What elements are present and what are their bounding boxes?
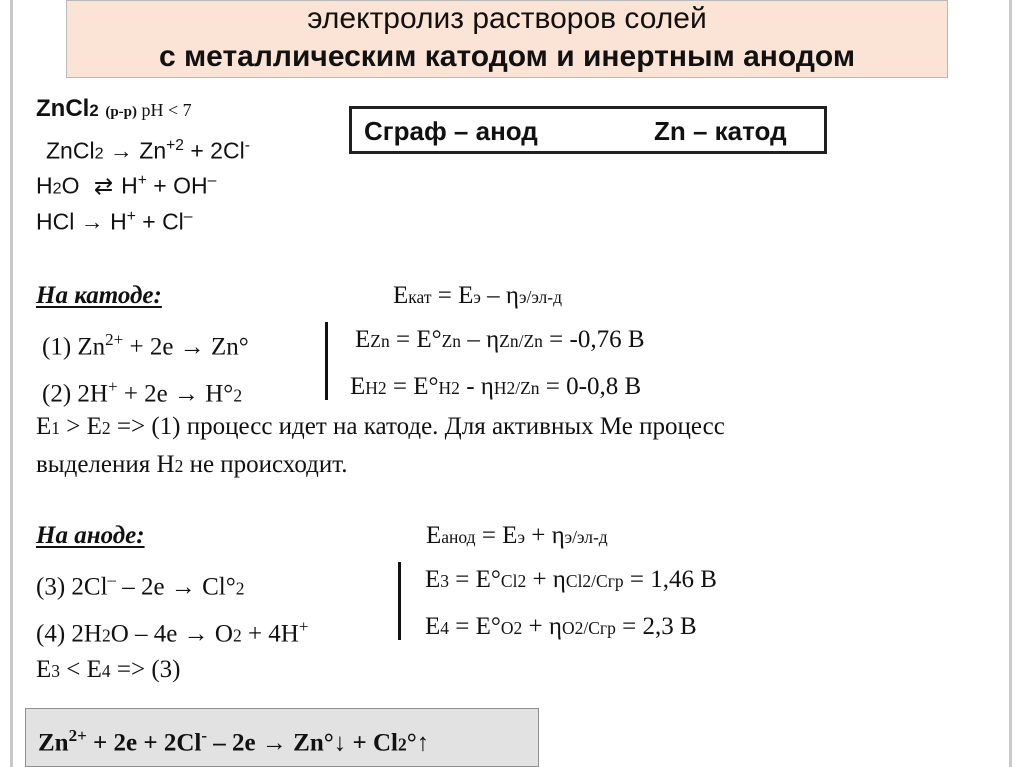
dissociation-line: ZnCl2 → $Zn^{+2} + 2Cl^-$	[46, 137, 250, 164]
cathode-divider	[325, 322, 328, 400]
anode-heading: На аноде:	[36, 522, 145, 549]
anode-potential-3: E3 = E°Cl2 + ηCl2/Cгр = 1,46 В	[425, 566, 717, 593]
anode-potential-4: E4 = E°O2 + ηO2/Cгр = 2,3 В	[425, 613, 697, 640]
cathode-conclusion-2: выделения H2 не происходит.	[36, 451, 348, 478]
cathode-label: Zn – катод	[654, 116, 787, 146]
cathode-reaction-2: (2) 2H+ + 2e → H°2	[42, 377, 243, 408]
cathode-heading-line: На катоде: Eкат = Eэ – ηэ/эл-д	[36, 282, 562, 309]
anode-divider	[398, 562, 401, 640]
title-line-1: электролиз растворов солей	[307, 2, 707, 35]
slide-frame-right	[1009, 0, 1012, 767]
title-line-2: с металлическим катодом и инертным анодом	[158, 40, 856, 73]
hcl-line: HCl → H+ + Cl–	[36, 208, 193, 235]
equilibrium-icon: ⇄	[93, 172, 114, 199]
cathode-reaction-1: (1) $Zn^{2+} + 2e \to Zn^\circ$	[42, 330, 249, 361]
anode-reaction-3: (3) 2Cl– – 2e → Cl°2	[36, 570, 245, 601]
cathode-potential-2: EH2 = E°H2 - ηH2/Zn = 0-0,8 В	[350, 373, 642, 400]
salt-line: ZnCl2 (р-р) pH < 7	[36, 95, 192, 122]
anode-heading-line: На аноде: Eанод = Eэ + ηэ/эл-д	[36, 522, 608, 549]
overall-reaction: $Zn^{2+} + 2e + 2Cl^- - 2e$ → Zn°↓ + Cl2°↑	[38, 726, 430, 757]
cathode-heading: На катоде:	[36, 282, 162, 309]
anode-label: Cграф – анод	[364, 116, 538, 146]
electrode-box	[349, 106, 827, 154]
cathode-potential-1: EZn = E°Zn – ηZn/Zn = -0,76 В	[355, 326, 645, 353]
overall-reaction-box	[25, 708, 539, 767]
cathode-conclusion-1: E1 > E2 => (1) процесс идет на катоде. Для активных Ме процесс	[36, 413, 725, 440]
slide-title	[66, 0, 948, 78]
slide-frame-left	[10, 0, 13, 767]
anode-conclusion: E3 < E4 => (3)	[36, 656, 181, 683]
anode-reaction-4: (4) 2H2O – 4e → O2 + 4H+	[36, 617, 309, 648]
water-line: H2O ⇄ H+ + OH–	[36, 172, 217, 199]
